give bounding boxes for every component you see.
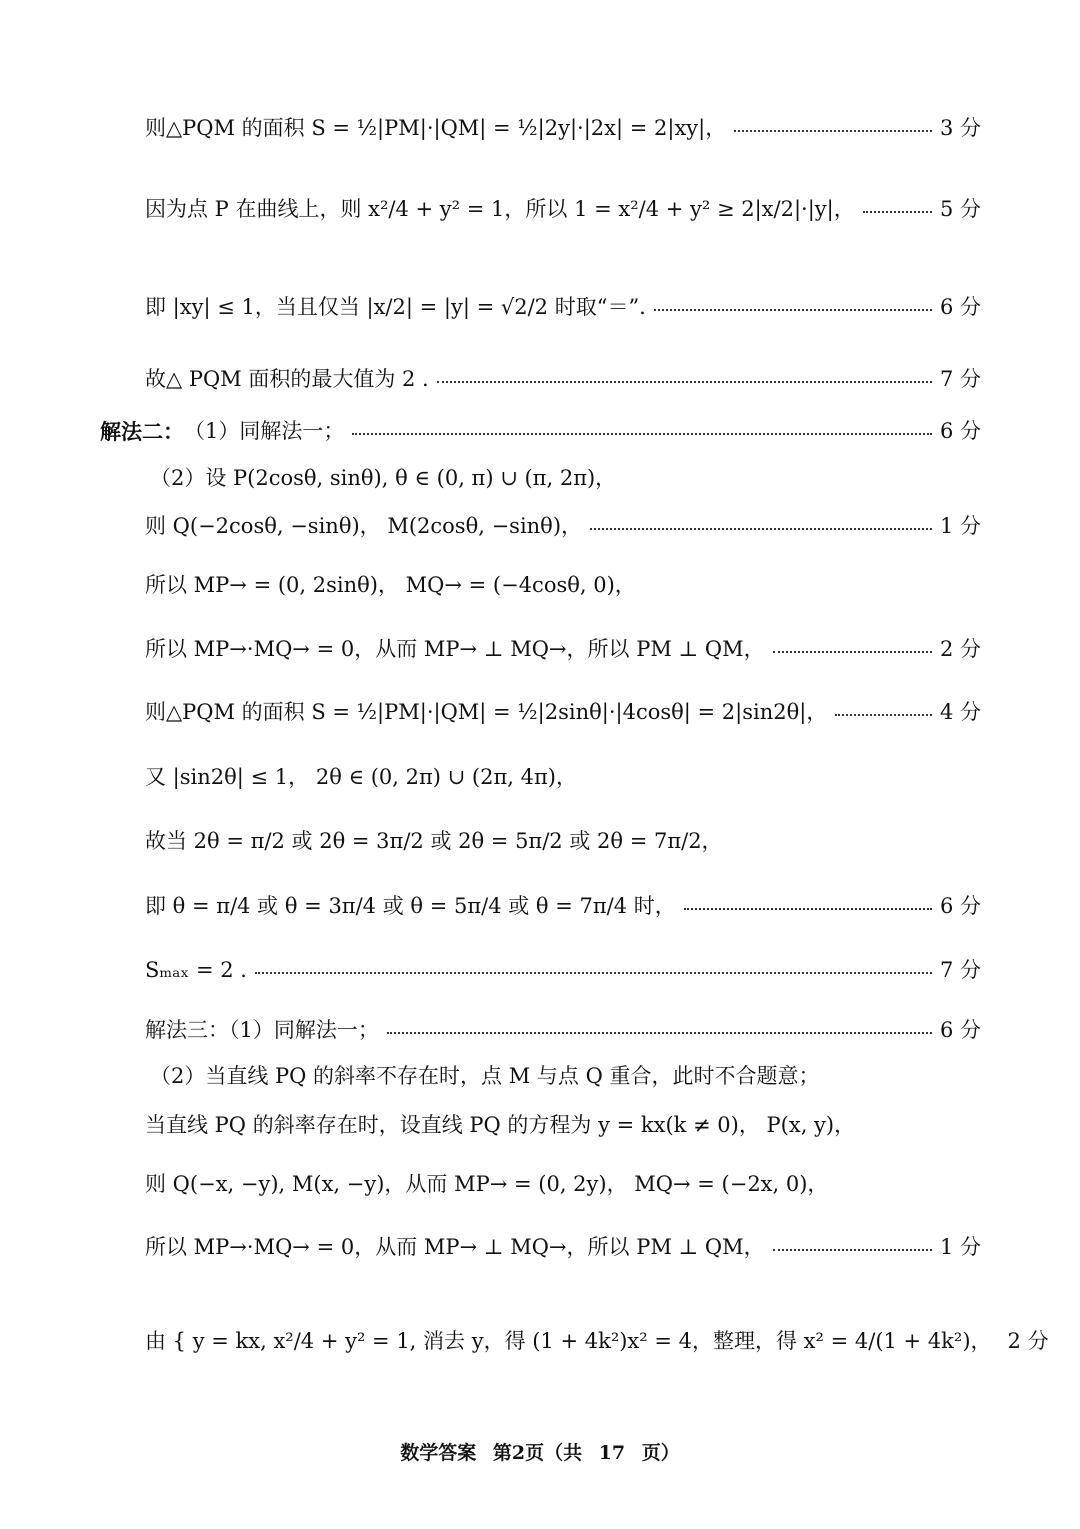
score: 5 分 xyxy=(939,197,981,221)
solution-line: 所以 MP→ = (0, 2sinθ)， MQ→ = (−4cosθ, 0)， xyxy=(145,573,636,597)
leader-dots xyxy=(835,714,932,716)
leader-dots xyxy=(654,309,932,311)
method-three-heading: 解法三：（1）同解法一； 6 分 xyxy=(145,1017,981,1044)
leader-dots xyxy=(684,908,932,910)
solution-line: 又 |sin2θ| ≤ 1， 2θ ∈ (0, 2π) ∪ (2π, 4π)， xyxy=(145,765,577,789)
solution-line: 因为点 P 在曲线上，则 x²/4 + y² = 1，所以 1 = x²/4 + y² ≥ 2|x/2|·|y|， 5 分 xyxy=(145,196,981,223)
score: 2 分 xyxy=(939,637,981,661)
leader-dots xyxy=(352,433,932,435)
score: 7 分 xyxy=(939,958,981,982)
score: 1 分 xyxy=(939,514,981,538)
score: 6 分 xyxy=(939,419,981,443)
leader-dots xyxy=(437,381,932,383)
solution-line: 故当 2θ = π/2 或 2θ = 3π/2 或 2θ = 5π/2 或 2θ = 7π/2， xyxy=(145,829,723,853)
leader-dots xyxy=(590,528,932,530)
solution-line: 由 { y = kx, x²/4 + y² = 1, 消去 y，得 (1 + 4k²)x² = 4，整理，得 x² = 4/(1 + 4k²)， 2 分 xyxy=(145,1328,981,1355)
solution-line: 即 θ = π/4 或 θ = 3π/4 或 θ = 5π/4 或 θ = 7π/4 时， 6 分 xyxy=(145,893,981,920)
score: 3 分 xyxy=(939,116,981,140)
solution-line: 所以 MP→·MQ→ = 0，从而 MP→ ⊥ MQ→，所以 PM ⊥ QM， 2 分 xyxy=(145,636,981,663)
leader-dots xyxy=(255,972,932,974)
leader-dots xyxy=(387,1032,932,1034)
score: 6 分 xyxy=(939,894,981,918)
solution-line: 则 Q(−x, −y), M(x, −y)，从而 MP→ = (0, 2y)， MQ→ = (−2x, 0)， xyxy=(145,1172,829,1196)
solution-line: 当直线 PQ 的斜率存在时，设直线 PQ 的方程为 y = kx(k ≠ 0)， P(x, y)， xyxy=(145,1113,856,1137)
solution-line: 则 Q(−2cosθ, −sinθ)， M(2cosθ, −sinθ)， 1 分 xyxy=(145,513,981,540)
leader-dots xyxy=(773,651,932,653)
solution-line: （2）当直线 PQ 的斜率不存在时，点 M 与点 Q 重合，此时不合题意； xyxy=(150,1064,820,1088)
solution-line: 故△ PQM 面积的最大值为 2 . 7 分 xyxy=(145,366,981,393)
method-two-heading: 解法二： （1）同解法一； 6 分 xyxy=(100,419,981,444)
score: 1 分 xyxy=(939,1235,981,1259)
method-label: 解法二： xyxy=(100,419,184,444)
solution-line: 即 |xy| ≤ 1，当且仅当 |x/2| = |y| = √2/2 时取“＝”. 6 分 xyxy=(145,294,981,321)
score: 6 分 xyxy=(939,1018,981,1042)
solution-line: 则△PQM 的面积 S = ½|PM|·|QM| = ½|2sinθ|·|4cosθ| = 2|sin2θ|， 4 分 xyxy=(145,699,981,726)
solution-line: （2）设 P(2cosθ, sinθ), θ ∈ (0, π) ∪ (π, 2π)， xyxy=(150,466,617,490)
leader-dots xyxy=(773,1249,932,1251)
solution-line: 所以 MP→·MQ→ = 0，从而 MP→ ⊥ MQ→，所以 PM ⊥ QM， 1 分 xyxy=(145,1234,981,1261)
score: 6 分 xyxy=(939,295,981,319)
score: 4 分 xyxy=(939,700,981,724)
leader-dots xyxy=(863,211,932,213)
score: 7 分 xyxy=(939,367,981,391)
solution-line: Sₘₐₓ = 2 . 7 分 xyxy=(145,957,981,984)
score: 2 分 xyxy=(1007,1329,1049,1353)
solution-line: 则△PQM 的面积 S = ½|PM|·|QM| = ½|2y|·|2x| = 2|xy|， 3 分 xyxy=(145,115,981,142)
leader-dots xyxy=(734,130,932,132)
page-footer: 数学答案 第2页（共 17 页） xyxy=(400,1442,680,1464)
